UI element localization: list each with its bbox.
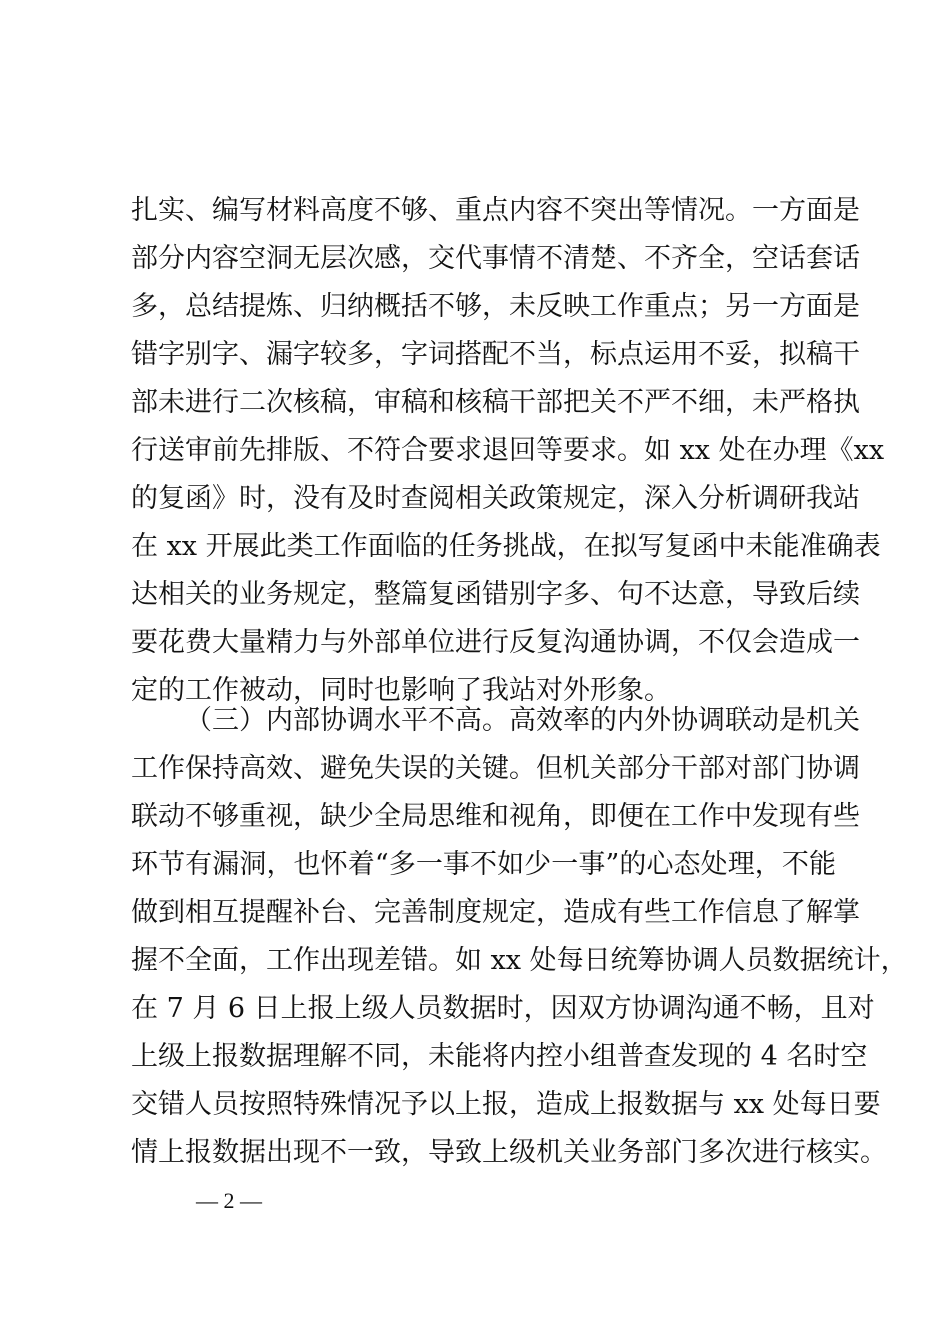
- paragraph-2: [131, 697, 908, 1177]
- paragraph-first-line: [131, 697, 860, 745]
- paragraph-line: 行送审前先排版、不符合要求退回等要求。如 xx 处在办理《xx: [131, 435, 885, 466]
- paragraph-line: 部分内容空洞无层次感，交代事情不清楚、不齐全，空话套话: [131, 243, 860, 274]
- paragraph-line: 工作保持高效、避免失误的关键。但机关部分干部对部门协调: [131, 753, 860, 784]
- paragraph-line: 联动不够重视，缺少全局思维和视角，即便在工作中发现有些: [131, 801, 860, 832]
- paragraph-line: 部未进行二次核稿，审稿和核稿干部把关不严不细，未严格执: [131, 387, 860, 418]
- paragraph-line: 情上报数据出现不一致，导致上级机关业务部门多次进行核实。: [131, 1137, 887, 1168]
- paragraph-line: 在 7 月 6 日上报上级人员数据时，因双方协调沟通不畅，且对: [131, 993, 875, 1024]
- paragraph-line: 多，总结提炼、归纳概括不够，未反映工作重点；另一方面是: [131, 291, 860, 322]
- paragraph-line: 要花费大量精力与外部单位进行反复沟通协调，不仅会造成一: [131, 627, 860, 658]
- paragraph-line: 在 xx 开展此类工作面临的任务挑战，在拟写复函中未能准确表: [131, 531, 881, 562]
- paragraph-1: [131, 187, 885, 715]
- paragraph-line: 扎实、编写材料高度不够、重点内容不突出等情况。一方面是: [131, 195, 860, 226]
- paragraph-line: 的复函》时，没有及时查阅相关政策规定，深入分析调研我站: [131, 483, 860, 514]
- paragraph-line: 交错人员按照特殊情况予以上报，造成上报数据与 xx 处每日要: [131, 1089, 881, 1120]
- paragraph-line: 上级上报数据理解不同，未能将内控小组普查发现的 4 名时空: [131, 1041, 868, 1072]
- paragraph-line: 达相关的业务规定，整篇复函错别字多、句不达意，导致后续: [131, 579, 860, 610]
- paragraph-line: 定的工作被动，同时也影响了我站对外形象。: [131, 675, 671, 706]
- paragraph-line: 错字别字、漏字较多，字词搭配不当，标点运用不妥，拟稿干: [131, 339, 860, 370]
- page-number: — 2 —: [196, 1188, 262, 1213]
- paragraph-line: 环节有漏洞，也怀着“多一事不如少一事”的心态处理，不能: [131, 849, 836, 880]
- section-heading: （三）内部协调水平不高。: [185, 705, 509, 736]
- paragraph-line-text: 高效率的内外协调联动是机关: [509, 705, 860, 736]
- paragraph-line: 握不全面，工作出现差错。如 xx 处每日统筹协调人员数据统计，: [131, 945, 908, 976]
- paragraph-line: 做到相互提醒补台、完善制度规定，造成有些工作信息了解掌: [131, 897, 860, 928]
